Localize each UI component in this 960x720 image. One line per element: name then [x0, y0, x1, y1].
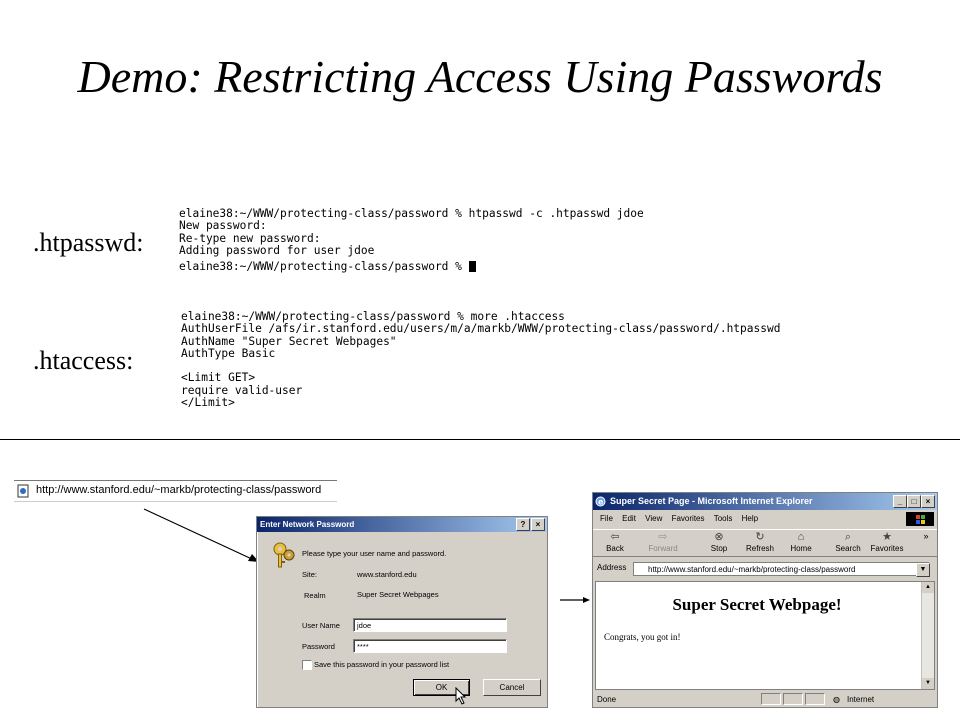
toolbar-overflow-icon[interactable]: » — [923, 531, 929, 541]
search-button[interactable] — [830, 531, 866, 553]
dialog-title: Enter Network Password — [260, 520, 355, 529]
password-label: Password — [302, 642, 335, 651]
menu-favorites[interactable]: Favorites — [671, 514, 705, 523]
search-label: Search — [835, 544, 861, 553]
stop-icon: ⊗ — [714, 531, 724, 543]
close-button[interactable]: × — [531, 518, 545, 531]
internet-zone-icon: ◍ — [833, 695, 840, 704]
address-url: http://www.stanford.edu/~markb/protecting-class/password — [648, 565, 856, 574]
favorites-button[interactable] — [869, 531, 905, 553]
password-field[interactable]: **** — [353, 639, 507, 653]
terminal-line: Re-type new password: — [179, 231, 321, 245]
mouse-pointer-icon — [455, 687, 467, 705]
username-label: User Name — [302, 621, 340, 630]
terminal-line: AuthUserFile /afs/ir.stanford.edu/users/m/a/markb/WWW/protecting-class/password/.htpasswd — [181, 322, 781, 336]
stop-button[interactable] — [701, 531, 737, 553]
slide-title: Demo: Restricting Access Using Passwords — [77, 51, 883, 102]
windows-logo-icon — [906, 512, 934, 526]
scroll-down-button[interactable]: ▼ — [922, 678, 934, 689]
terminal-line: New password: — [179, 219, 267, 233]
browser-title: Super Secret Page - Microsoft Internet Explorer — [610, 496, 813, 506]
terminal-cursor — [469, 261, 476, 272]
menu-view[interactable]: View — [645, 514, 663, 523]
refresh-label: Refresh — [745, 544, 774, 553]
vertical-scrollbar[interactable] — [921, 582, 934, 689]
status-bar — [593, 692, 937, 707]
realm-label: Realm — [304, 591, 326, 600]
network-password-dialog — [256, 516, 548, 708]
ie-icon — [595, 496, 606, 507]
browser-titlebar — [593, 493, 937, 510]
terminal-line: </Limit> — [181, 396, 235, 410]
dialog-prompt: Please type your user name and password. — [302, 549, 447, 558]
help-button[interactable]: ? — [516, 518, 530, 531]
arrow-to-browser — [558, 593, 592, 605]
menu-help[interactable]: Help — [741, 514, 759, 523]
status-segment — [805, 693, 825, 705]
htaccess-terminal — [181, 311, 780, 409]
address-bar[interactable] — [14, 480, 337, 502]
browser-window — [592, 492, 938, 708]
menu-bar — [593, 511, 937, 527]
status-text: Done — [597, 695, 617, 704]
address-url[interactable]: http://www.stanford.edu/~markb/protecting-class/password — [36, 484, 322, 496]
htaccess-label: .htaccess: — [33, 346, 134, 375]
htpasswd-label: .htpasswd: — [33, 228, 144, 257]
cancel-button[interactable]: Cancel — [483, 679, 541, 696]
minimize-button[interactable]: _ — [893, 495, 907, 508]
terminal-line: elaine38:~/WWW/protecting-class/password % more .htaccess — [181, 310, 565, 323]
page-text: Congrats, you got in! — [604, 632, 681, 642]
refresh-button[interactable] — [742, 531, 778, 553]
address-dropdown-button[interactable]: ▼ — [916, 563, 930, 577]
site-value: www.stanford.edu — [357, 570, 417, 579]
menu-file[interactable]: File — [600, 514, 613, 523]
home-icon: ⌂ — [797, 531, 805, 543]
page-icon — [16, 484, 30, 498]
menu-tools[interactable]: Tools — [713, 514, 733, 523]
scroll-up-button[interactable]: ▲ — [922, 582, 934, 593]
divider — [0, 439, 960, 440]
page-heading: Super Secret Webpage! — [672, 595, 842, 614]
save-password-checkbox[interactable] — [302, 660, 312, 670]
address-label: Address — [597, 563, 627, 572]
forward-button[interactable] — [645, 531, 681, 553]
back-button[interactable] — [597, 531, 633, 553]
realm-value: Super Secret Webpages — [357, 590, 439, 599]
ok-button[interactable]: OK — [413, 679, 470, 696]
status-segment — [783, 693, 803, 705]
back-arrow-icon: ⇦ — [610, 531, 620, 543]
stop-label: Stop — [710, 544, 728, 553]
terminal-line — [181, 360, 780, 372]
site-label: Site: — [302, 570, 318, 579]
address-input[interactable] — [633, 562, 929, 576]
htpasswd-terminal — [179, 208, 644, 275]
home-button[interactable] — [783, 531, 819, 553]
terminal-line: AuthName "Super Secret Webpages" — [181, 334, 397, 348]
page-content — [595, 581, 935, 690]
save-password-label: Save this password in your password list — [314, 660, 450, 669]
favorites-icon: ★ — [882, 531, 892, 543]
terminal-line: require valid-user — [181, 383, 303, 397]
terminal-line: Adding password for user jdoe — [179, 243, 375, 257]
search-icon: ⌕ — [844, 531, 852, 543]
dialog-titlebar — [257, 517, 547, 532]
close-button[interactable]: × — [921, 495, 935, 508]
address-row — [593, 561, 937, 578]
username-field[interactable]: jdoe — [353, 618, 507, 632]
svg-text:e: e — [598, 497, 604, 507]
terminal-line: <Limit GET> — [181, 371, 256, 385]
forward-label: Forward — [648, 544, 678, 553]
terminal-line: elaine38:~/WWW/protecting-class/password % htpasswd -c .htpasswd jdoe — [179, 207, 644, 220]
home-label: Home — [790, 544, 812, 553]
refresh-icon: ↻ — [755, 531, 765, 543]
status-segment — [761, 693, 781, 705]
terminal-line: AuthType Basic — [181, 346, 276, 360]
browser-toolbar — [593, 529, 937, 557]
menu-edit[interactable]: Edit — [622, 514, 636, 523]
favorites-label: Favorites — [870, 544, 904, 553]
maximize-button[interactable]: □ — [907, 495, 921, 508]
forward-arrow-icon: ⇨ — [658, 531, 668, 543]
terminal-line: elaine38:~/WWW/protecting-class/password % — [179, 260, 469, 274]
zone-text: Internet — [847, 695, 875, 704]
back-label: Back — [606, 544, 624, 553]
keys-icon — [271, 541, 297, 571]
arrow-to-dialog — [140, 505, 265, 565]
